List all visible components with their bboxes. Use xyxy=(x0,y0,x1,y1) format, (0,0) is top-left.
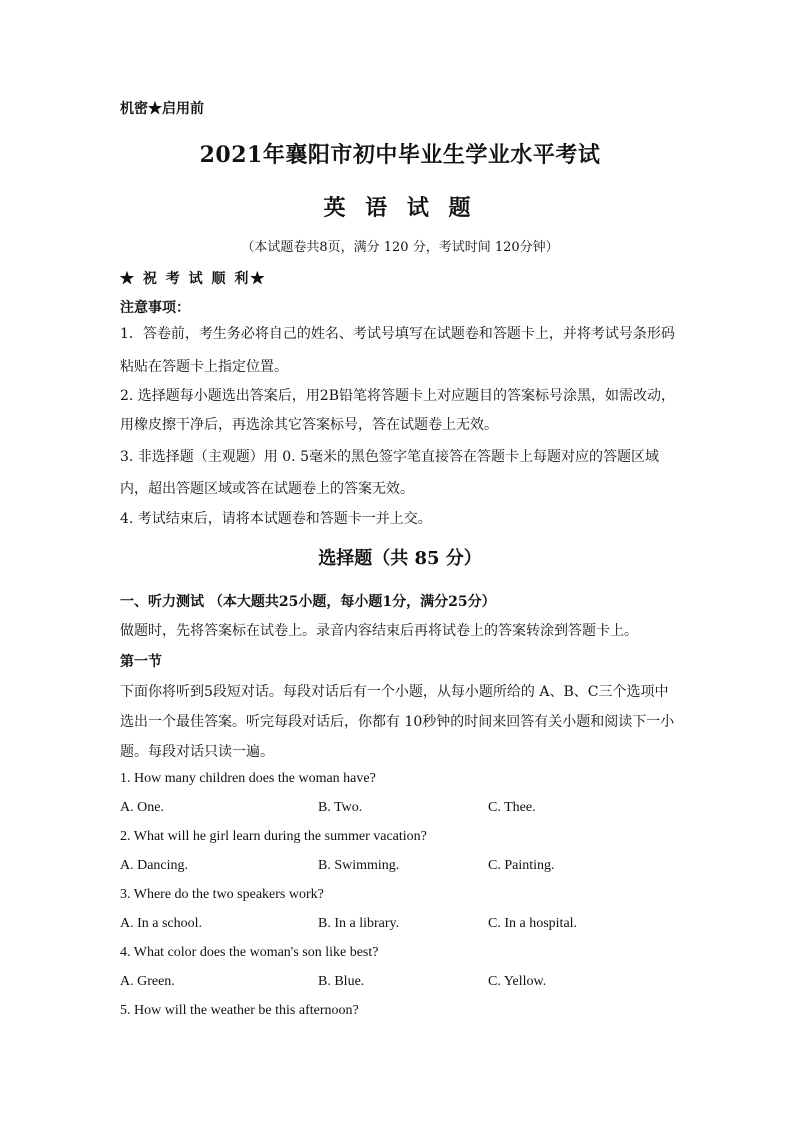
notes-line: 1．答卷前，考生务必将自己的姓名、考试号填写在试题卷和答题卡上，并将考试号条形码 xyxy=(120,326,675,342)
option-a: A. In a school. xyxy=(120,916,203,931)
option-c: C. Painting. xyxy=(488,858,555,873)
notes-line: 用橡皮擦干净后，再选涂其它答案标号，答在试题卷上无效。 xyxy=(120,417,498,433)
notes-line: 2. 选择题每小题选出答案后，用2B铅笔将答题卡上对应题目的答案标号涂黑，如需改动， xyxy=(120,388,676,404)
exam-info: （本试题卷共8页，满分 120 分，考试时间 120分钟） xyxy=(241,240,559,255)
subsection-title: 第一节 xyxy=(120,654,162,670)
notes-line: 粘贴在答题卡上指定位置。 xyxy=(120,359,288,375)
question-text: 5. How will the weather be this afternoon? xyxy=(120,1003,359,1018)
question-text: 2. What will he girl learn during the summer vacation? xyxy=(120,829,427,844)
notes-line: 4. 考试结束后，请将本试题卷和答题卡一并上交。 xyxy=(120,511,432,527)
part-title: 一、听力测试 （本大题共25小题，每小题1分，满分25分） xyxy=(120,594,496,610)
good-luck-text: ★ 祝 考 试 顺 利★ xyxy=(120,271,267,287)
option-b: B. Blue. xyxy=(318,974,365,989)
option-b: B. Swimming. xyxy=(318,858,400,873)
option-c: C. Yellow. xyxy=(488,974,547,989)
question-text: 3. Where do the two speakers work? xyxy=(120,887,324,902)
option-c: C. Thee. xyxy=(488,800,536,815)
notes-line: 内，超出答题区域或答在试题卷上的答案无效。 xyxy=(120,481,414,497)
sub-instruction: 题。每段对话只读一遍。 xyxy=(120,744,274,760)
notes-line: 3. 非选择题（主观题）用 0. 5毫米的黑色签字笔直接答在答题卡上每题对应的答题区域 xyxy=(120,449,659,465)
option-b: B. In a library. xyxy=(318,916,400,931)
question-text: 4. What color does the woman's son like best? xyxy=(120,945,379,960)
option-a: A. Dancing. xyxy=(120,858,189,873)
option-b: B. Two. xyxy=(318,800,363,815)
option-a: A. Green. xyxy=(120,974,175,989)
part-instruction: 做题时，先将答案标在试卷上。录音内容结束后再将试卷上的答案转涂到答题卡上。 xyxy=(120,623,638,639)
sub-instruction: 选出一个最佳答案。听完每段对话后，你都有 10秒钟的时间来回答有关小题和阅读下一小 xyxy=(120,714,675,730)
exam-subtitle: 英 语 试 题 xyxy=(323,195,477,221)
sub-instruction: 下面你将听到5段短对话。每段对话后有一个小题，从每小题所给的 A、B、C三个选项中 xyxy=(120,684,669,700)
question-text: 1. How many children does the woman have? xyxy=(120,771,376,786)
notes-title: 注意事项： xyxy=(120,300,190,316)
exam-title: 2021年襄阳市初中毕业生学业水平考试 xyxy=(199,142,601,168)
confidential-label: 机密★启用前 xyxy=(120,101,204,117)
option-a: A. One. xyxy=(120,800,164,815)
section-title: 选择题（共 85 分） xyxy=(318,548,482,569)
option-c: C. In a hospital. xyxy=(488,916,578,931)
